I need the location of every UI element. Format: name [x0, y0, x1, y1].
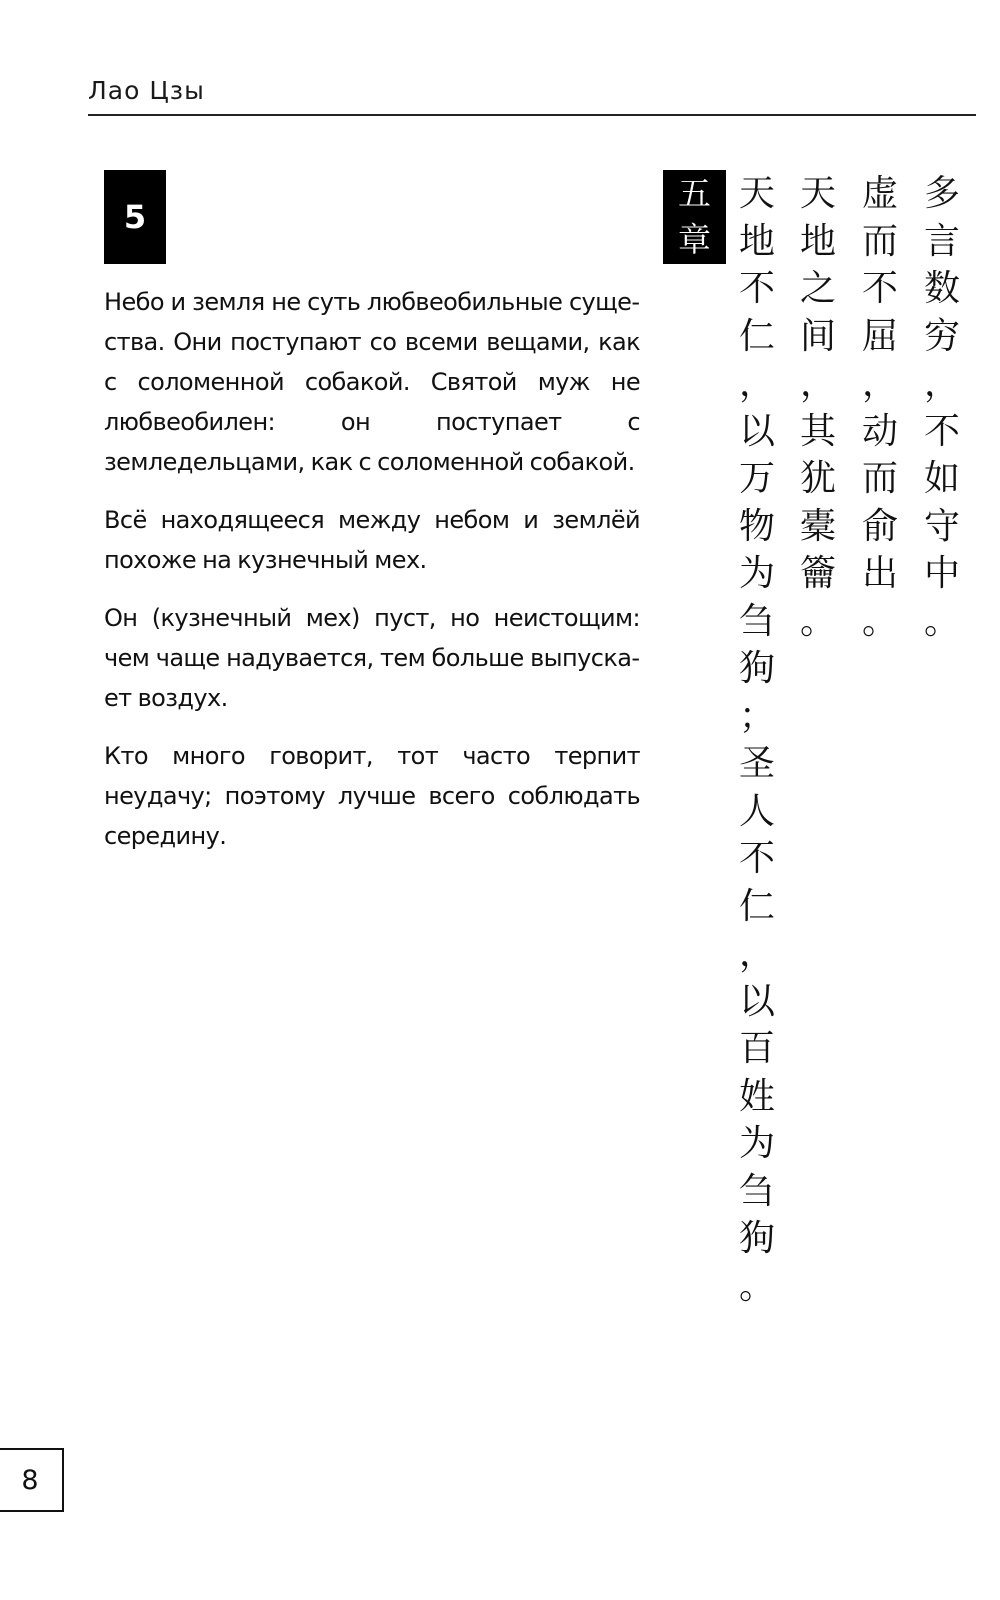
- translation-text: [104, 282, 640, 874]
- cn-glyph: 虚: [861, 173, 898, 214]
- cn-glyph: 而: [861, 220, 898, 262]
- cn-glyph: 天: [799, 173, 836, 214]
- cn-glyph: 地: [799, 220, 836, 262]
- cn-glyph: 天: [738, 173, 775, 214]
- chinese-column-4: [917, 170, 967, 645]
- cn-glyph: 万: [738, 458, 775, 499]
- cn-glyph: 圣: [738, 743, 775, 784]
- cn-glyph: 狗: [738, 1218, 775, 1259]
- cn-glyph: 不: [923, 410, 960, 452]
- cn-glyph: 为: [738, 1123, 775, 1164]
- cn-glyph: ，: [738, 933, 775, 974]
- cn-glyph: 。: [738, 1265, 775, 1307]
- paragraph-4: Кто много говорит, тот часто терпит неудачу; поэтому лучше всего соблюдать середину.: [104, 742, 640, 850]
- cn-glyph: 穷: [923, 315, 960, 357]
- cn-glyph: 。: [799, 600, 836, 642]
- chinese-column-1: [732, 170, 782, 1310]
- cn-glyph: 其: [799, 410, 836, 452]
- cn-title-char-2: 章: [678, 220, 711, 259]
- cn-glyph: 不: [738, 838, 775, 879]
- cn-glyph: ；: [738, 695, 775, 737]
- cn-glyph: 为: [738, 553, 775, 594]
- cn-glyph: 犹: [799, 458, 836, 499]
- cn-glyph: ，: [738, 363, 775, 404]
- chinese-chapter-title: [663, 170, 726, 264]
- cn-glyph: 物: [738, 505, 775, 547]
- chinese-column-2: [793, 170, 843, 645]
- cn-glyph: 间: [799, 315, 836, 357]
- paragraph-2: Всё находящееся между небом и землёй похоже на кузнечный мех.: [104, 506, 640, 574]
- cn-glyph: 不: [738, 268, 775, 309]
- cn-glyph: ，: [923, 363, 960, 404]
- cn-glyph: 守: [923, 505, 960, 547]
- paragraph-1: Небо и земля не суть любвеобильные существа. Они поступают со всеми вещами, как с соломенной собакой. Святой муж не любвеобилен: он поступает с земледельцами, как с соломенной собакой.: [104, 288, 640, 476]
- header-rule: [88, 114, 976, 116]
- cn-glyph: ，: [799, 363, 836, 404]
- cn-glyph: 百: [738, 1028, 775, 1069]
- cn-glyph: 数: [923, 268, 960, 309]
- cn-glyph: 而: [861, 458, 898, 499]
- cn-glyph: 不: [861, 268, 898, 309]
- cn-glyph: 出: [861, 553, 898, 594]
- cn-glyph: 如: [923, 458, 960, 499]
- chapter-number: 5: [104, 170, 166, 264]
- cn-glyph: 姓: [738, 1075, 775, 1117]
- cn-glyph: 地: [738, 220, 775, 262]
- cn-glyph: 言: [923, 220, 960, 262]
- cn-glyph: 之: [799, 268, 836, 309]
- cn-glyph: 动: [861, 410, 898, 452]
- cn-glyph: 人: [738, 790, 775, 832]
- cn-glyph: 橐: [799, 505, 836, 547]
- cn-glyph: 。: [923, 600, 960, 642]
- cn-glyph: 俞: [861, 505, 898, 547]
- cn-glyph: 仁: [738, 315, 775, 357]
- cn-glyph: 籥: [799, 553, 836, 594]
- cn-glyph: ，: [861, 363, 898, 404]
- cn-glyph: 。: [861, 600, 898, 642]
- running-title: Лао Цзы: [88, 76, 205, 105]
- cn-glyph: 刍: [738, 600, 775, 642]
- cn-glyph: 狗: [738, 648, 775, 689]
- cn-glyph: 刍: [738, 1170, 775, 1212]
- cn-glyph: 以: [738, 980, 775, 1022]
- cn-glyph: 仁: [738, 885, 775, 927]
- paragraph-3: Он (кузнечный мех) пуст, но неистощим: чем чаще надувается, тем больше выпускает воздух.: [104, 604, 640, 712]
- cn-glyph: 中: [923, 553, 960, 594]
- cn-glyph: 多: [923, 173, 960, 214]
- page-number: 8: [0, 1448, 64, 1512]
- cn-glyph: 屈: [861, 315, 898, 357]
- cn-title-char-1: 五: [678, 174, 711, 213]
- cn-glyph: 以: [738, 410, 775, 452]
- chinese-column-3: [855, 170, 905, 645]
